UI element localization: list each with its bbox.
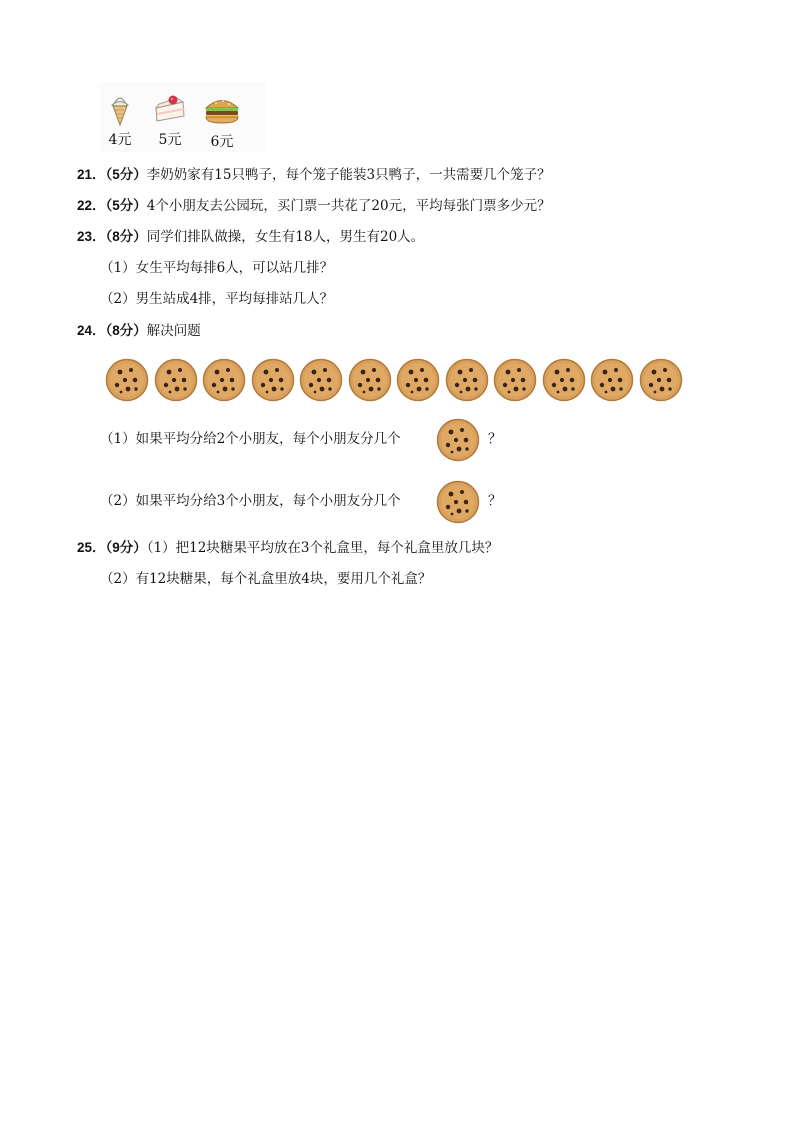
question-24-part-1 <box>100 430 401 448</box>
question-text: （1）把12块糖果平均放在3个礼盒里，每个礼盒里放几块？ <box>146 540 499 556</box>
question-score: （9分） <box>105 540 147 555</box>
question-text: 同学们排队做操，女生有18人，男生有20人。 <box>146 229 425 245</box>
cookie-icon <box>396 358 440 402</box>
hamburger-icon <box>203 96 241 124</box>
cookie-icon <box>542 358 586 402</box>
question-score: （8分） <box>105 323 147 338</box>
question-number: 21． <box>77 167 106 182</box>
hamburger-price: 6元 <box>210 134 234 150</box>
question-23 <box>77 228 424 246</box>
ice-cream-price: 4元 <box>108 132 132 148</box>
question-number: 22． <box>77 198 106 213</box>
cookie-icon <box>348 358 392 402</box>
question-23-part-1: （1）女生平均每排6人，可以站几排？ <box>100 260 334 276</box>
cookie-icon <box>299 358 343 402</box>
cake-price: 5元 <box>158 132 182 148</box>
question-24-part-1-text: （1）如果平均分给2个小朋友，每个小朋友分几个 <box>100 431 401 447</box>
cookie-icon <box>445 358 489 402</box>
question-text: 解决问题 <box>146 323 201 339</box>
cookie-icon <box>590 358 634 402</box>
cake-item <box>150 94 190 149</box>
cookie-icon <box>105 358 149 402</box>
cookie-icon <box>202 358 246 402</box>
question-24-part-2-text: （2）如果平均分给3个小朋友，每个小朋友分几个 <box>100 493 401 509</box>
question-25 <box>77 539 498 557</box>
ice-cream-icon <box>107 90 133 126</box>
cookie-icon <box>251 358 295 402</box>
question-text: 李奶奶家有15只鸭子，每个笼子能装3只鸭子，一共需要几个笼子？ <box>146 167 551 183</box>
question-mark: ？ <box>488 431 502 447</box>
question-mark: ？ <box>488 493 502 509</box>
question-number: 23． <box>77 229 106 244</box>
price-illustration <box>100 82 266 152</box>
hamburger-item <box>202 96 242 151</box>
question-21 <box>77 166 551 184</box>
question-score: （8分） <box>105 229 147 244</box>
question-25-part-2: （2）有12块糖果，每个礼盒里放4块，要用几个礼盒？ <box>100 571 432 587</box>
question-22 <box>77 197 551 215</box>
cookie-icon <box>436 480 480 524</box>
question-score: （5分） <box>105 167 147 182</box>
ice-cream-item <box>100 90 140 149</box>
cake-icon <box>153 94 187 124</box>
cookie-icon <box>639 358 683 402</box>
cookie-icon <box>493 358 537 402</box>
question-23-part-2: （2）男生站成4排，平均每排站几人？ <box>100 291 334 307</box>
question-number: 25． <box>77 540 106 555</box>
question-24 <box>77 322 201 340</box>
cookie-icon <box>154 358 198 402</box>
cookie-icon <box>436 418 480 462</box>
question-text: 4个小朋友去公园玩，买门票一共花了20元，平均每张门票多少元？ <box>146 198 551 214</box>
question-24-part-2 <box>100 492 401 510</box>
question-score: （5分） <box>105 198 147 213</box>
question-number: 24． <box>77 323 106 338</box>
